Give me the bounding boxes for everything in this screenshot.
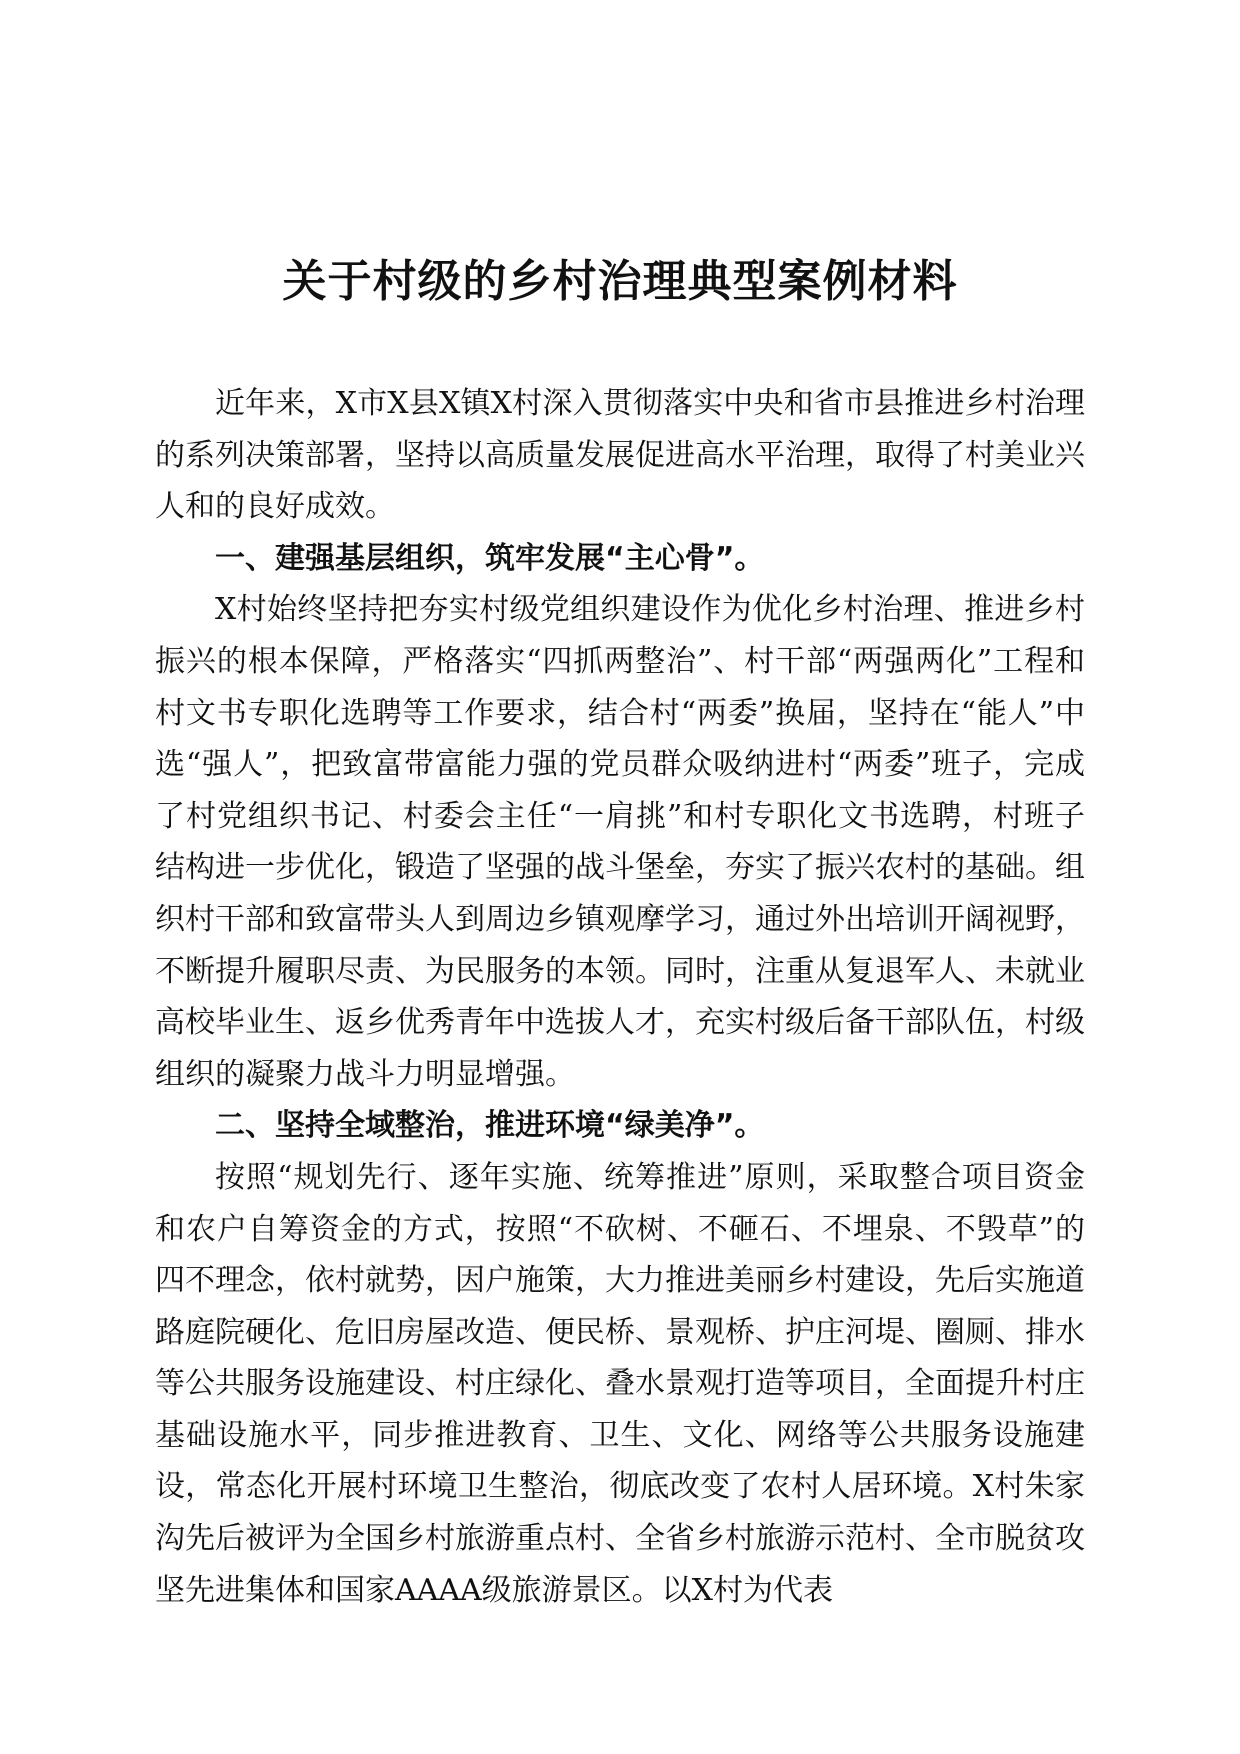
intro-paragraph: 近年来，X市X县X镇X村深入贯彻落实中央和省市县推进乡村治理的系列决策部署，坚持以高质量发展促进高水平治理，取得了村美业兴人和的良好成效。 [155,386,1085,525]
section-2-paragraph: 按照“规划先行、逐年实施、统筹推进”原则，采取整合项目资金和农户自筹资金的方式，按照“不砍树、不砸石、不埋泉、不毁草”的四不理念，依村就势，因户施策，大力推进美丽乡村建设，先后实施道路庭院硬化、危旧房屋改造、便民桥、景观桥、护庄河堤、圈厕、排水等公共服务设施建设、村庄绿化、叠水景观打造等项目，全面提升村庄基础设施水平，同步推进教育、卫生、文化、网络等公共服务设施建设，常态化开展村环境卫生整治，彻底改变了农村人居环境。X村朱家沟先后被评为全国乡村旅游重点村、全省乡村旅游示范村、全市脱贫攻坚先进集体和国家AAAA级旅游景区。以X村为代表 [155,1159,1085,1608]
section-heading-1: 一、建强基层组织，筑牢发展“主心骨”。 [215,540,765,576]
section-1-paragraph: X村始终坚持把夯实村级党组织建设作为优化乡村治理、推进乡村振兴的根本保障，严格落实“四抓两整治”、村干部“两强两化”工程和村文书专职化选聘等工作要求，结合村“两委”换届，坚持在“能人”中选“强人”，把致富带富能力强的党员群众吸纳进村“两委”班子，完成了村党组织书记、村委会主任“一肩挑”和村专职化文书选聘，村班子结构进一步优化，锻造了坚强的战斗堡垒，夯实了振兴农村的基础。组织村干部和致富带头人到周边乡镇观摩学习，通过外出培训开阔视野，不断提升履职尽责、为民服务的本领。同时，注重从复退军人、未就业高校毕业生、返乡优秀青年中选拔人才，充实村级后备干部队伍，村级组织的凝聚力战斗力明显增强。 [155,592,1085,1092]
document-body [155,378,1085,1616]
section-heading-2: 二、坚持全域整治，推进环境“绿美净”。 [215,1108,765,1144]
document-title: 关于村级的乡村治理典型案例材料 [282,256,958,307]
